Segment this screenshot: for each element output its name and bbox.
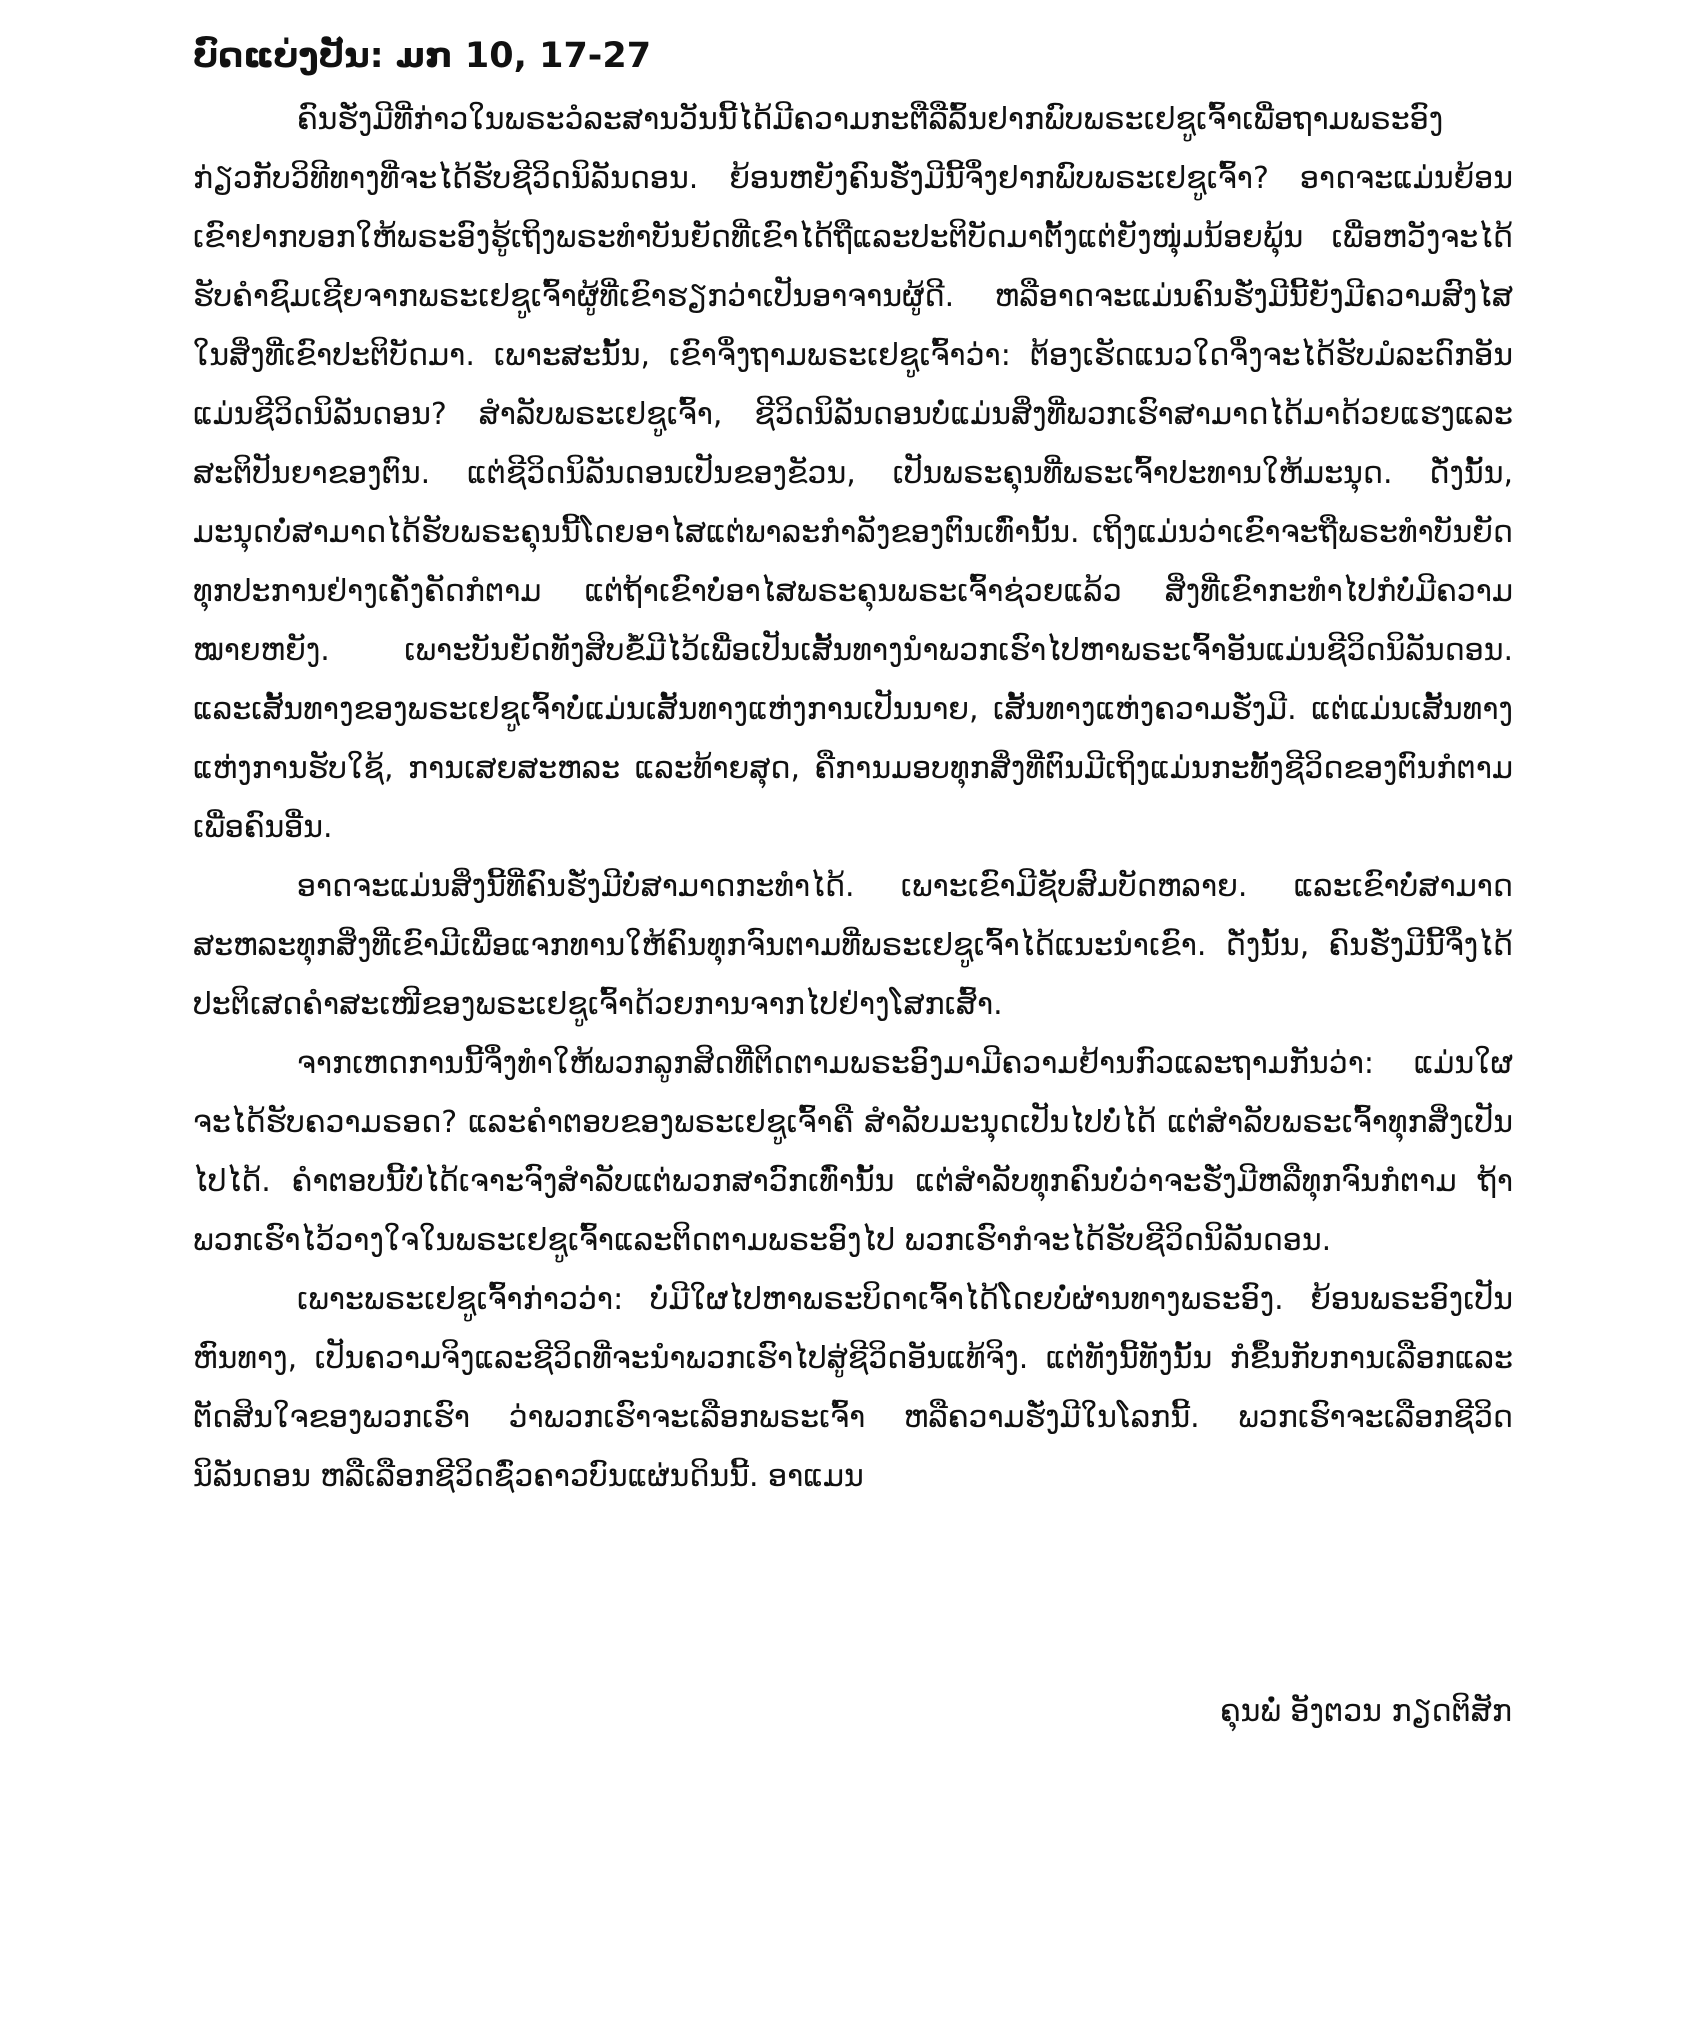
paragraph-3: ຈາກເຫດການນີ້ຈຶ່ງທໍາໃຫ້ພວກລູກສິດທີ່ຕິດຕາມພຣະອົງມາມີຄວາມຢ້ານກົວແລະຖາມກັນວ່າ: ແມ່ນໃຜຈະໄດ້ຮັບຄວາມຣອດ? ແລະຄໍາຕອບຂອງພຣະເຢຊູເຈົ້າຄື ສໍາລັບມະນຸດເປັນໄປບໍ່ໄດ້ ແຕ່ສໍາລັບພຣະເຈົ້າທຸກສິ່ງເປັນໄປໄດ້. ຄໍາຕອບນີ້ບໍ່ໄດ້ເຈາະຈົງສໍາລັບແຕ່ພວກສາວົກເທົ່ານັ້ນ ແຕ່ສໍາລັບທຸກຄົນບໍ່ວ່າຈະຮັ່ງມີຫລືທຸກຈົນກໍຕາມ ຖ້າພວກເຮົາໄວ້ວາງໃຈໃນພຣະເຢຊູເຈົ້າແລະຕິດຕາມພຣະອົງໄປ ພວກເຮົາກໍຈະໄດ້ຮັບຊີວິດນິລັນດອນ. <box>193 1046 1513 1258</box>
paragraph-1: ຄົນຮັ່ງມີທີ່ກ່າວໃນພຣະວໍລະສານວັນນີ້ໄດ້ມີຄວາມກະຕືລືລົ້ນຢາກພົບພຣະເຢຊູເຈົ້າເພື່ອຖາມພຣະອົງກ່ຽວກັບວິທີທາງທີ່ຈະໄດ້ຮັບຊີວິດນິລັນດອນ. ຍ້ອນຫຍັງຄົນຮັ່ງມີນີ້ຈຶ່ງຢາກພົບພຣະເຢຊູເຈົ້າ? ອາດຈະແມ່ນຍ້ອນເຂົາຢາກບອກໃຫ້ພຣະອົງຮູ້ເຖິງພຣະທໍາບັນຍັດທີ່ເຂົາໄດ້ຖືແລະປະຕິບັດມາຕັ້ງແຕ່ຍັງໜຸ່ມນ້ອຍພຸ້ນ ເພື່ອຫວັງຈະໄດ້ຮັບຄໍາຊົມເຊີຍຈາກພຣະເຢຊູເຈົ້າຜູ້ທີ່ເຂົາຮຽກວ່າເປັນອາຈານຜູ້ດີ. ຫລືອາດຈະແມ່ນຄົນຮັ່ງມີນີ້ຍັງມີຄວາມສົງໄສໃນສິ່ງທີ່ເຂົາປະຕິບັດມາ. ເພາະສະນັ້ນ, ເຂົາຈຶ່ງຖາມພຣະເຢຊູເຈົ້າວ່າ: ຕ້ອງເຮັດແນວໃດຈຶ່ງຈະໄດ້ຮັບມໍລະດົກອັນແມ່ນຊີວິດນິລັນດອນ? ສໍາລັບພຣະເຢຊູເຈົ້າ, ຊີວິດນິລັນດອນບໍ່ແມ່ນສິ່ງທີ່ພວກເຮົາສາມາດໄດ້ມາດ້ວຍແຮງແລະສະຕິປັນຍາຂອງຕົນ. ແຕ່ຊີວິດນິລັນດອນເປັນຂອງຂັວນ, ເປັນພຣະຄຸນທີ່ພຣະເຈົ້າປະທານໃຫ້ມະນຸດ. ດັ່ງນັ້ນ, ມະນຸດບໍ່ສາມາດໄດ້ຮັບພຣະຄຸນນີ້ໂດຍອາໄສແຕ່ພາລະກໍາລັງຂອງຕົນເທົ່ານັ້ນ. ເຖິງແມ່ນວ່າເຂົາຈະຖືພຣະທໍາບັນຍັດທຸກປະການຢ່າງເຄັ່ງຄັດກໍຕາມ ແຕ່ຖ້າເຂົາບໍ່ອາໄສພຣະຄຸນພຣະເຈົ້າຊ່ວຍແລ້ວ ສິ່ງທີ່ເຂົາກະທໍາໄປກໍບໍ່ມີຄວາມໝາຍຫຍັງ. ເພາະບັນຍັດທັງສິບຂໍ້ມີໄວ້ເພື່ອເປັນເສັ້ນທາງນໍາພວກເຮົາໄປຫາພຣະເຈົ້າອັນແມ່ນຊີວິດນິລັນດອນ. ແລະເສັ້ນທາງຂອງພຣະເຢຊູເຈົ້າບໍ່ແມ່ນເສັ້ນທາງແຫ່ງການເປັນນາຍ, ເສັ້ນທາງແຫ່ງຄວາມຮັ່ງມີ. ແຕ່ແມ່ນເສັ້ນທາງແຫ່ງການຮັບໃຊ້, ການເສຍສະຫລະ ແລະທ້າຍສຸດ, ຄືການມອບທຸກສິ່ງທີ່ຕົນມີເຖິງແມ່ນກະທັ້ງຊີວິດຂອງຕົນກໍຕາມເພື່ອຄົນອື່ນ. <box>193 102 1513 845</box>
document-body <box>193 90 1513 1506</box>
paragraph-2: ອາດຈະແມ່ນສິ່ງນີ້ທີ່ຄົນຮັ່ງມີບໍ່ສາມາດກະທໍາໄດ້. ເພາະເຂົາມີຊັບສົມບັດຫລາຍ. ແລະເຂົາບໍ່ສາມາດສະຫລະທຸກສິ່ງທີ່ເຂົາມີເພື່ອແຈກທານໃຫ້ຄົນທຸກຈົນຕາມທີ່ພຣະເຢຊູເຈົ້າໄດ້ແນະນໍາເຂົາ. ດັ່ງນັ້ນ, ຄົນຮັ່ງມີນີ້ຈຶ່ງໄດ້ປະຕິເສດຄໍາສະເໜີຂອງພຣະເຢຊູເຈົ້າດ້ວຍການຈາກໄປຢ່າງໂສກເສົ້າ. <box>193 869 1513 1022</box>
document-title: ບົດແບ່ງປັນ: ມກ 10, 17-27 <box>193 36 652 76</box>
author-signature: ຄຸນພໍ່ ອັງຕວນ ກຽດຕິສັກ <box>1219 1694 1512 1729</box>
paragraph-4: ເພາະພຣະເຢຊູເຈົ້າກ່າວວ່າ: ບໍ່ມີໃຜໄປຫາພຣະບິດາເຈົ້າໄດ້ໂດຍບໍ່ຜ່ານທາງພຣະອົງ. ຍ້ອນພຣະອົງເປັນຫົນທາງ, ເປັນຄວາມຈິງແລະຊີວິດທີ່ຈະນໍາພວກເຮົາໄປສູ່ຊີວິດອັນແທ້ຈິງ. ແຕ່ທັງນີ້ທັງນັ້ນ ກໍຂຶ້ນກັບການເລືອກແລະຕັດສິນໃຈຂອງພວກເຮົາ ວ່າພວກເຮົາຈະເລືອກພຣະເຈົ້າ ຫລືຄວາມຮັ່ງມີໃນໂລກນີ້. ພວກເຮົາຈະເລືອກຊີວິດນິລັນດອນ ຫລືເລືອກຊີວິດຊົ່ວຄາວບົນແຜ່ນດິນນີ້. ອາແມນ <box>193 1282 1513 1494</box>
